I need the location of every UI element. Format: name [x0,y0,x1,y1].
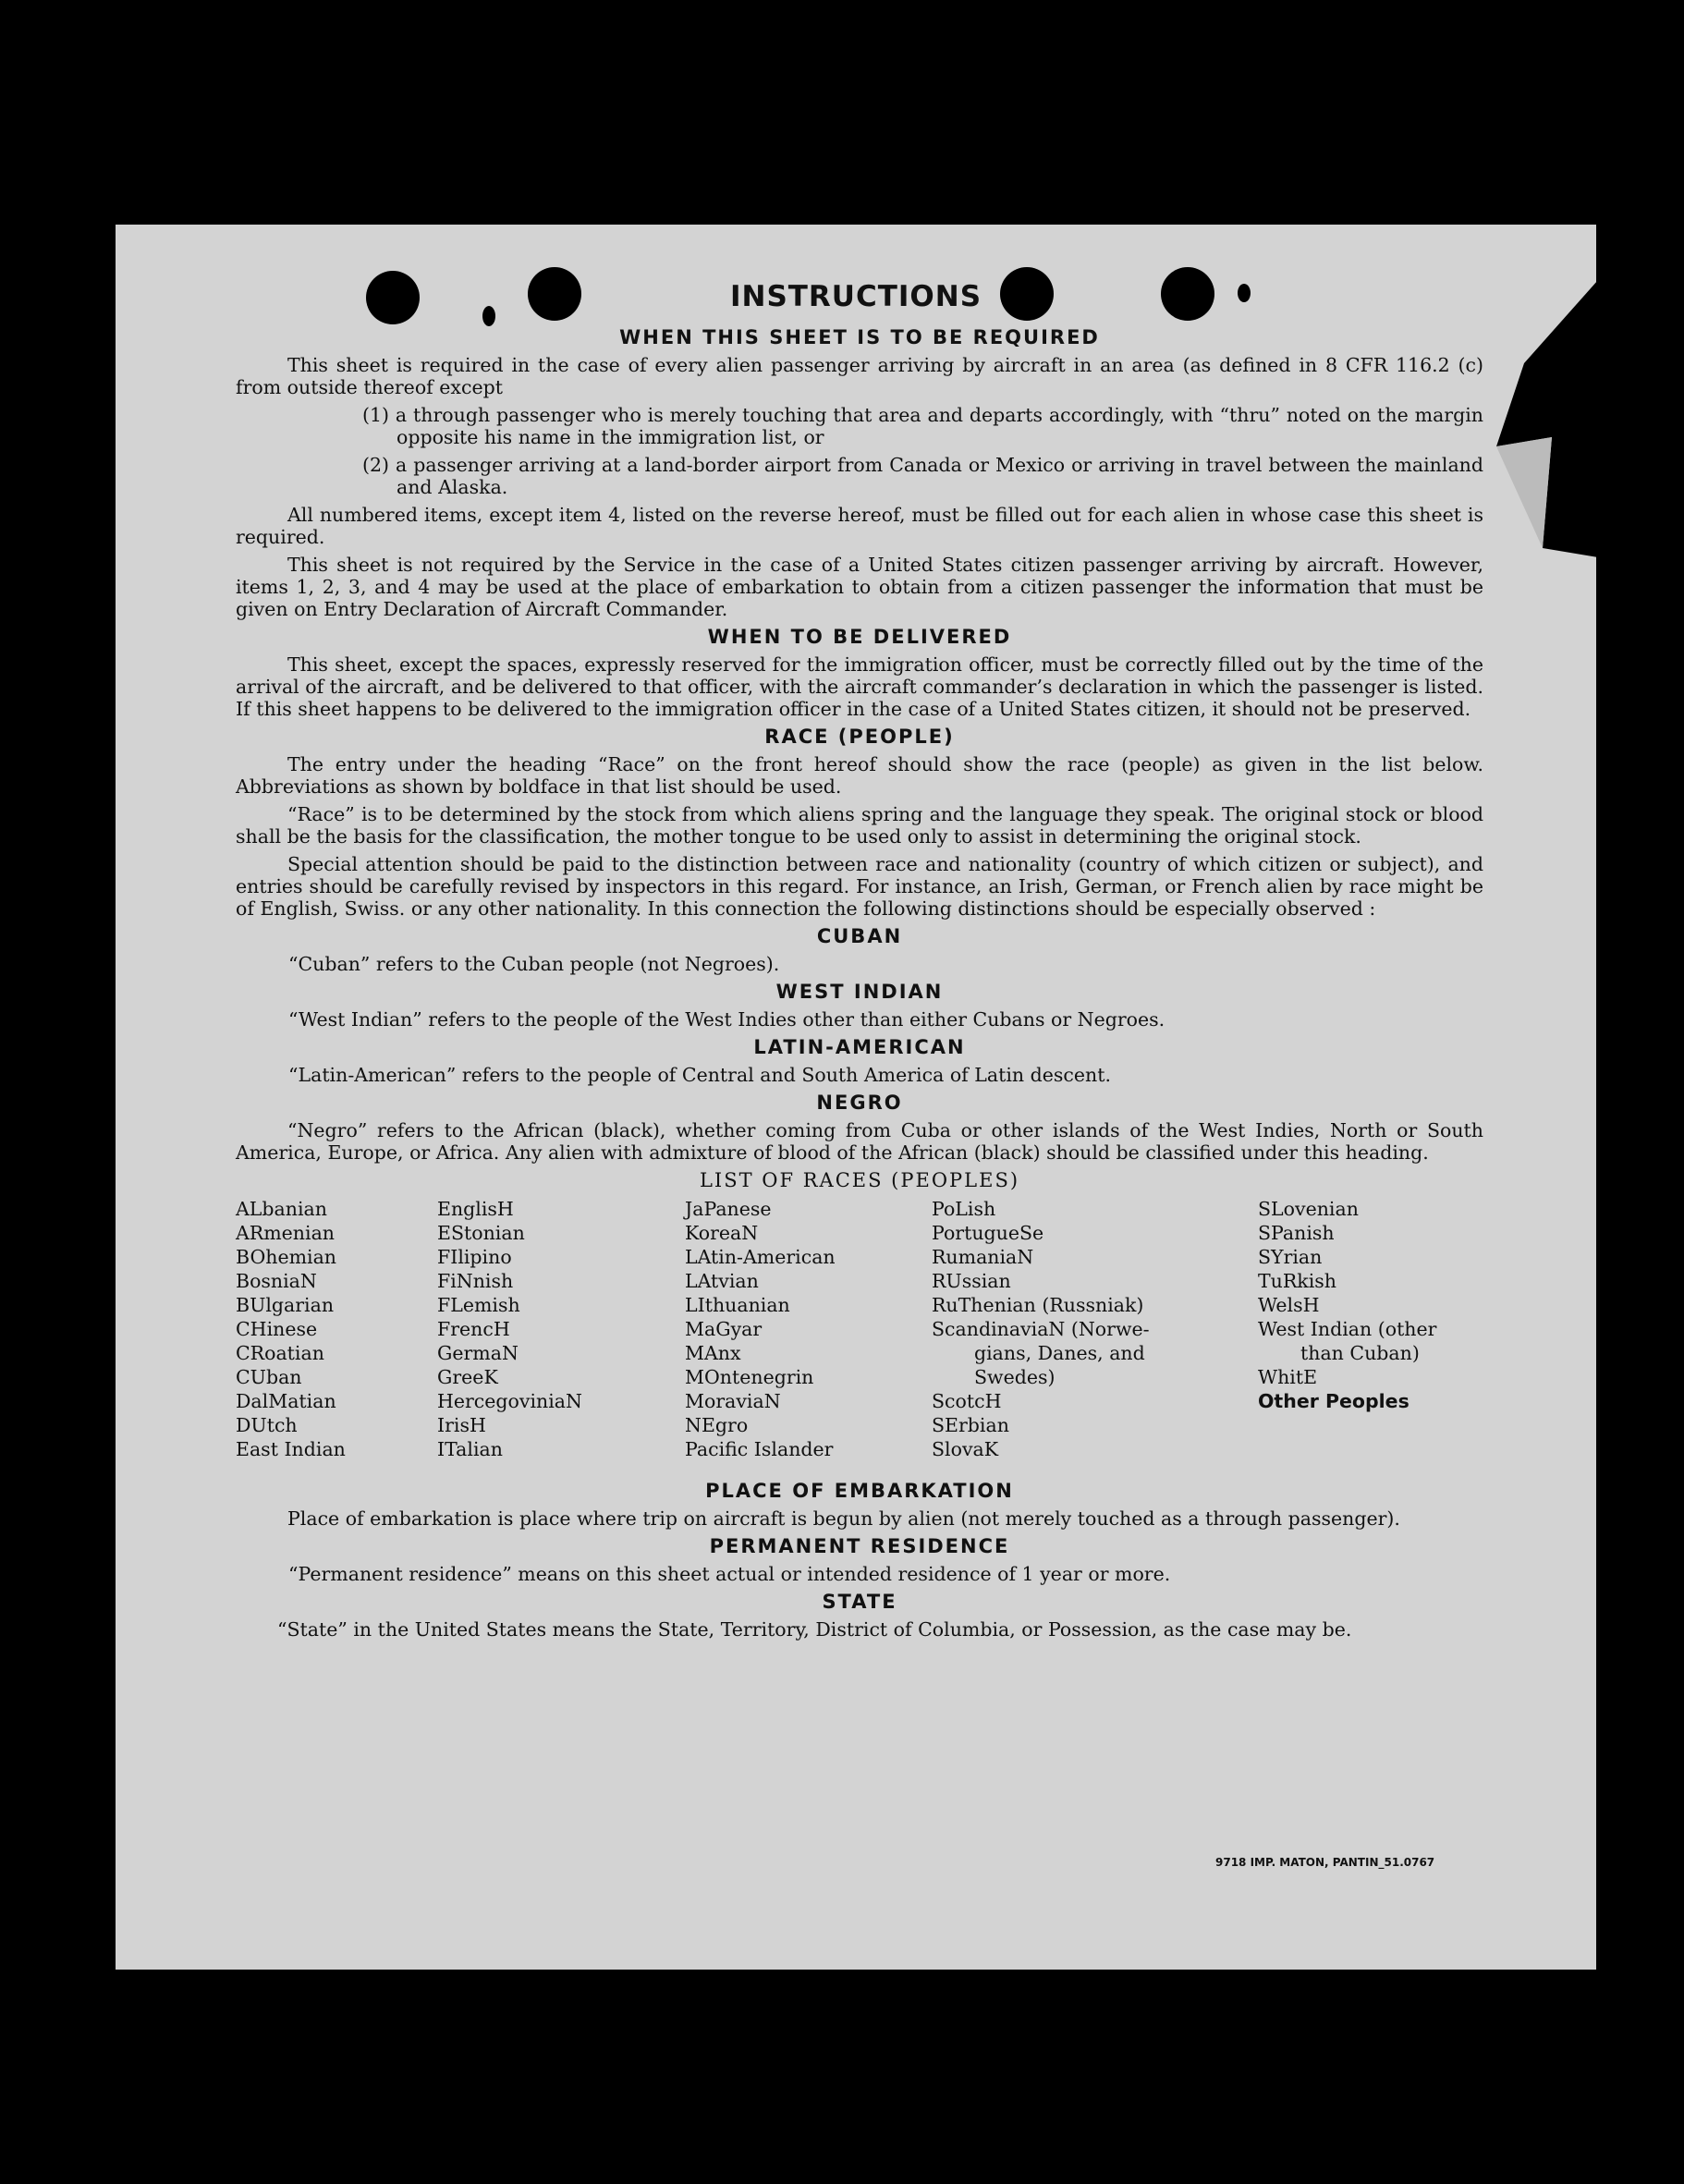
race-entry: than Cuban) [1300,1342,1420,1364]
race-entry: Pacific Islander [685,1438,834,1460]
paragraph: The entry under the heading “Race” on the front hereof should show the race (people) as given in the list below. Abbreviations as shown by boldface in that list should be used. [236,753,1483,798]
race-entry: RUssian [932,1270,1011,1292]
section-heading: PERMANENT RESIDENCE [709,1535,1010,1557]
list-item: (1) a through passenger who is merely touching that area and departs accordingly, with “thru” noted on the margin opposite his name in the immigration list, or [362,404,1483,448]
section-heading: STATE [822,1591,897,1613]
section-heading: WEST INDIAN [775,981,944,1003]
paragraph: “Permanent residence” means on this sheet actual or intended residence of 1 year or more. [288,1563,1171,1585]
race-column [236,1197,346,1461]
race-entry: RumaniaN [932,1246,1034,1268]
race-column [685,1197,836,1461]
race-entry: SYrian [1258,1246,1323,1268]
paragraph: All numbered items, except item 4, listed on the reverse hereof, must be filled out for each alien in whose case this sheet is required. [236,504,1483,548]
race-entry: ARmenian [236,1222,335,1244]
race-entry: CHinese [236,1318,318,1340]
race-entry: KoreaN [685,1222,759,1244]
race-entry: EStonian [437,1222,525,1244]
paragraph: “Cuban” refers to the Cuban people (not Negroes). [288,953,780,975]
race-column [1258,1197,1436,1413]
race-entry: RuThenian (Russniak) [932,1294,1144,1316]
race-entry: SPanish [1258,1222,1335,1244]
race-entry: TuRkish [1258,1270,1337,1292]
race-entry: gians, Danes, and [974,1342,1145,1364]
race-entry: ScotcH [932,1390,1002,1412]
race-entry: MoraviaN [685,1390,781,1412]
race-entry: BosniaN [236,1270,317,1292]
paragraph: “State” in the United States means the State, Territory, District of Columbia, or Possession, as the case may be. [277,1618,1352,1641]
torn-corner [1469,280,1598,557]
race-entry: GermaN [437,1342,519,1364]
race-entry: HercegoviniaN [437,1390,582,1412]
paragraph: “West Indian” refers to the people of the West Indies other than either Cubans or Negroes. [288,1008,1165,1031]
paragraph: Special attention should be paid to the distinction between race and nationality (country of which citizen or subject), and entries should be carefully revised by inspectors in this regard. For instance, an Irish, German, or French alien by race might be of English, Swiss. or any other nationality. In this connection the following distinctions should be especially observed : [236,853,1483,920]
race-entry: LAtvian [685,1270,759,1292]
race-entry: EnglisH [437,1198,514,1220]
section-heading: NEGRO [816,1092,903,1114]
race-entry: PoLish [932,1198,996,1220]
race-entry: WhitE [1258,1366,1318,1388]
instructions-body [236,321,1483,1646]
race-entry: LIthuanian [685,1294,790,1316]
section-heading: PLACE OF EMBARKATION [705,1480,1014,1502]
race-entry: SErbian [932,1414,1009,1436]
section-heading: WHEN THIS SHEET IS TO BE REQUIRED [619,326,1100,348]
document-sheet [116,225,1596,1970]
race-entry: FLemish [437,1294,520,1316]
race-entry: JaPanese [685,1198,772,1220]
race-column [437,1197,582,1461]
paragraph: “Race” is to be determined by the stock from which aliens spring and the language they speak. The original stock or blood shall be the basis for the classification, the mother tongue to be used only to assist in determining the original stock. [236,803,1483,848]
race-entry: West Indian (other [1258,1318,1437,1340]
race-entry: ALbanian [236,1198,327,1220]
race-entry: ITalian [437,1438,503,1460]
race-entry: MOntenegrin [685,1366,814,1388]
section-heading: LIST OF RACES (PEOPLES) [699,1169,1020,1191]
race-entry: FrencH [437,1318,510,1340]
race-entry: BUlgarian [236,1294,335,1316]
race-column [932,1197,1150,1461]
race-entry: NEgro [685,1414,749,1436]
paragraph: This sheet is not required by the Service in the case of a United States citizen passenger arriving by aircraft. However, items 1, 2, 3, and 4 may be used at the place of embarkation to obtain from a citizen passenger the information that must be given on Entry Declaration of Aircraft Commander. [236,554,1483,620]
race-entry: Swedes) [974,1366,1056,1388]
race-entry: DUtch [236,1414,298,1436]
paragraph: “Negro” refers to the African (black), whether coming from Cuba or other islands of the West Indies, North or South America, Europe, or Africa. Any alien with admixture of blood of the African (black) should be classified under this heading. [236,1119,1483,1164]
race-entry: DalMatian [236,1390,336,1412]
race-entry: CRoatian [236,1342,324,1364]
race-entry: PortugueSe [932,1222,1044,1244]
race-entry: MAnx [685,1342,741,1364]
race-entry: MaGyar [685,1318,763,1340]
section-heading: RACE (PEOPLE) [764,726,955,748]
race-entry: FIlipino [437,1246,512,1268]
paragraph: This sheet, except the spaces, expressly reserved for the immigration officer, must be correctly filled out by the time of the arrival of the aircraft, and be delivered to that officer, with the aircraft commander’s declaration in which the passenger is listed. If this sheet happens to be delivered to the immigration officer in the case of a United States citizen, it should not be preserved. [236,653,1483,720]
race-entry: FiNnish [437,1270,514,1292]
paragraph: This sheet is required in the case of every alien passenger arriving by aircraft in an area (as defined in 8 CFR 116.2 (c) from outside thereof except [236,354,1483,398]
section-heading: WHEN TO BE DELIVERED [707,626,1012,648]
race-entry: GreeK [437,1366,498,1388]
race-entry: East Indian [236,1438,346,1460]
print-code: 9718 IMP. MATON, PANTIN_51.0767 [1215,1856,1435,1869]
paragraph: Place of embarkation is place where trip on aircraft is begun by alien (not merely touched as a through passenger). [287,1507,1400,1530]
page-title: INSTRUCTIONS [729,280,982,313]
list-item: (2) a passenger arriving at a land-border airport from Canada or Mexico or arriving in travel between the mainland and Alaska. [362,454,1483,498]
race-entry: SlovaK [932,1438,999,1460]
section-heading: LATIN-AMERICAN [753,1036,966,1058]
race-entry: Other Peoples [1258,1390,1409,1412]
section-heading: CUBAN [816,925,903,947]
race-entry: LAtin-American [685,1246,836,1268]
paragraph: “Latin-American” refers to the people of Central and South America of Latin descent. [288,1064,1111,1086]
race-entry: IrisH [437,1414,486,1436]
race-entry: SLovenian [1258,1198,1359,1220]
race-entry: CUban [236,1366,302,1388]
race-list [236,1197,1483,1474]
race-entry: ScandinaviaN (Norwe- [932,1318,1150,1340]
race-entry: WelsH [1258,1294,1320,1316]
race-entry: BOhemian [236,1246,337,1268]
